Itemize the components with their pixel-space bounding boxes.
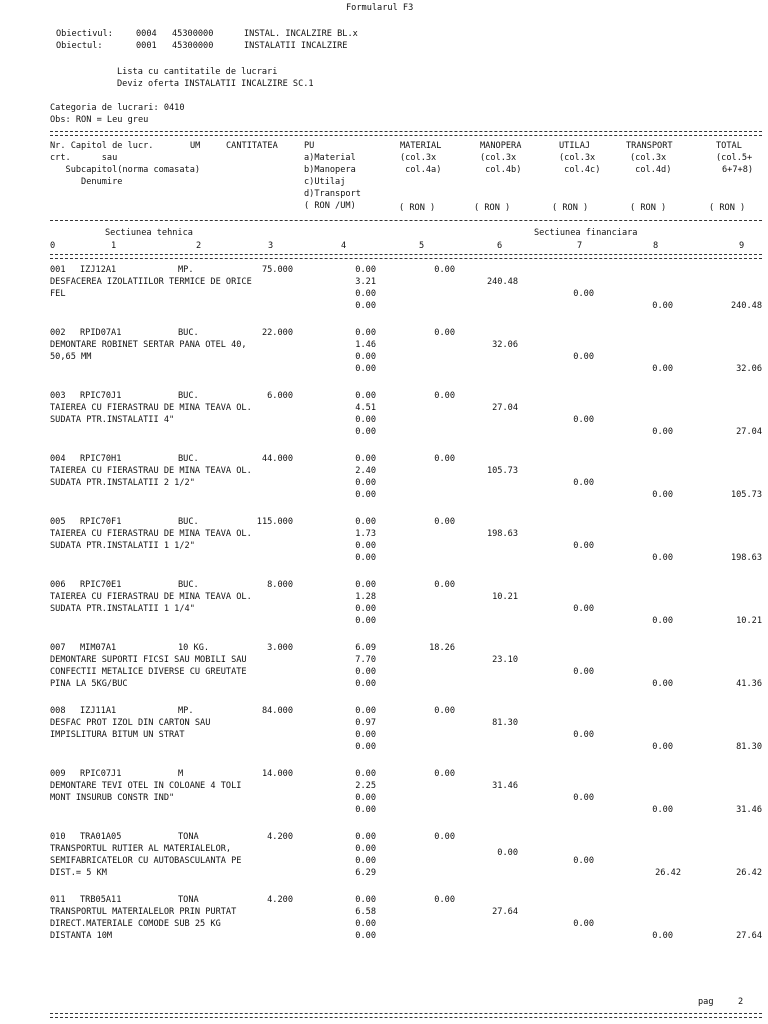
page-label: pag xyxy=(698,997,714,1007)
item-pu-transport: 6.29 xyxy=(355,868,376,878)
col-num-5: 5 xyxy=(419,241,425,251)
item-pu-labor: 0.97 xyxy=(355,718,376,728)
item-code: RPIC70H1 xyxy=(80,454,122,464)
item-pu-material: 0.00 xyxy=(355,517,376,527)
item-pu-labor: 7.70 xyxy=(355,655,376,665)
list-item xyxy=(0,266,768,328)
item-transport: 26.42 xyxy=(655,868,681,878)
list-item xyxy=(0,581,768,643)
item-um: BUC. xyxy=(178,328,199,338)
item-equipment: 0.00 xyxy=(573,415,594,425)
item-um: TONA xyxy=(178,832,199,842)
item-pu-labor: 1.73 xyxy=(355,529,376,539)
item-pu-material: 0.00 xyxy=(355,769,376,779)
header-um: UM xyxy=(190,141,201,151)
item-pu-material: 0.00 xyxy=(355,706,376,716)
item-transport: 0.00 xyxy=(652,364,673,374)
item-pu-equipment: 0.00 xyxy=(355,604,376,614)
item-material: 0.00 xyxy=(434,265,455,275)
item-nr: 008 xyxy=(50,706,66,716)
header-top-rule xyxy=(50,131,762,136)
item-labor: 240.48 xyxy=(486,277,518,287)
list-item xyxy=(0,392,768,454)
currency-note: Obs: RON = Leu greu xyxy=(50,115,149,125)
item-equipment: 0.00 xyxy=(573,730,594,740)
item-labor: 198.63 xyxy=(486,529,518,539)
item-transport: 0.00 xyxy=(652,805,673,815)
item-qty: 115.000 xyxy=(256,517,293,527)
col-num-4: 4 xyxy=(341,241,347,251)
item-pu-equipment: 0.00 xyxy=(355,856,376,866)
header-pu-line1: PU xyxy=(304,141,315,151)
header-total-line3: 6+7+8) xyxy=(722,165,754,175)
section-financial: Sectiunea financiara xyxy=(534,228,638,238)
item-um: BUC. xyxy=(178,580,199,590)
col-num-6: 6 xyxy=(497,241,503,251)
item-pu-labor: 1.28 xyxy=(355,592,376,602)
item-equipment: 0.00 xyxy=(573,604,594,614)
item-total: 240.48 xyxy=(730,301,762,311)
item-pu-labor: 0.00 xyxy=(355,844,376,854)
item-nr: 003 xyxy=(50,391,66,401)
item-qty: 3.000 xyxy=(267,643,293,653)
item-qty: 6.000 xyxy=(267,391,293,401)
item-pu-material: 0.00 xyxy=(355,895,376,905)
item-nr: 005 xyxy=(50,517,66,527)
header-transport-line2: (col.3x xyxy=(630,153,667,163)
item-total: 198.63 xyxy=(730,553,762,563)
object-name: INSTALATII INCALZIRE xyxy=(244,41,348,51)
item-desc-line1: DEMONTARE TEVI OTEL IN COLOANE 4 TOLI xyxy=(50,781,242,791)
header-transport-line1: TRANSPORT xyxy=(626,141,673,151)
col-num-7: 7 xyxy=(577,241,583,251)
list-item xyxy=(0,833,768,895)
item-material: 0.00 xyxy=(434,328,455,338)
page-number: 2 xyxy=(738,997,744,1007)
objective-code: 45300000 xyxy=(172,29,214,39)
header-separator xyxy=(50,220,762,221)
item-um: MP. xyxy=(178,265,194,275)
item-material: 0.00 xyxy=(434,769,455,779)
item-equipment: 0.00 xyxy=(573,667,594,677)
item-pu-transport: 0.00 xyxy=(355,427,376,437)
item-desc-line1: TRANSPORTUL MATERIALELOR PRIN PURTAT xyxy=(50,907,237,917)
item-desc-line2: 50,65 MM xyxy=(50,352,92,362)
item-pu-equipment: 0.00 xyxy=(355,793,376,803)
header-col1-line4: Denumire xyxy=(50,177,123,187)
col-num-9: 9 xyxy=(739,241,745,251)
item-nr: 002 xyxy=(50,328,66,338)
item-qty: 75.000 xyxy=(261,265,293,275)
item-desc-line2: FEL xyxy=(50,289,66,299)
item-desc-line2: SUDATA PTR.INSTALATII 2 1/2" xyxy=(50,478,195,488)
col-num-2: 2 xyxy=(196,241,202,251)
item-desc-line2: DIRECT.MATERIALE COMODE SUB 25 KG xyxy=(50,919,221,929)
list-item xyxy=(0,518,768,580)
item-qty: 84.000 xyxy=(261,706,293,716)
item-pu-transport: 0.00 xyxy=(355,616,376,626)
header-equipment-line3: col.4c) xyxy=(559,165,601,175)
item-code: TRA01A05 xyxy=(80,832,122,842)
item-desc-line2: SEMIFABRICATELOR CU AUTOBASCULANTA PE xyxy=(50,856,242,866)
item-transport: 0.00 xyxy=(652,301,673,311)
item-qty: 4.200 xyxy=(267,895,293,905)
item-material: 0.00 xyxy=(434,517,455,527)
item-pu-material: 0.00 xyxy=(355,580,376,590)
item-material: 0.00 xyxy=(434,895,455,905)
item-desc-line2: SUDATA PTR.INSTALATII 4" xyxy=(50,415,175,425)
item-transport: 0.00 xyxy=(652,679,673,689)
item-desc-line2: SUDATA PTR.INSTALATII 1 1/4" xyxy=(50,604,195,614)
object-label: Obiectul: xyxy=(56,41,103,51)
item-equipment: 0.00 xyxy=(573,541,594,551)
item-um: BUC. xyxy=(178,391,199,401)
item-code: MIM07A1 xyxy=(80,643,117,653)
item-equipment: 0.00 xyxy=(573,478,594,488)
item-pu-transport: 0.00 xyxy=(355,742,376,752)
item-desc-line1: TAIEREA CU FIERASTRAU DE MINA TEAVA OL. xyxy=(50,529,252,539)
item-total: 27.04 xyxy=(736,427,762,437)
item-um: MP. xyxy=(178,706,194,716)
item-pu-equipment: 0.00 xyxy=(355,730,376,740)
item-transport: 0.00 xyxy=(652,553,673,563)
item-code: RPIC07J1 xyxy=(80,769,122,779)
item-pu-equipment: 0.00 xyxy=(355,478,376,488)
item-pu-material: 6.09 xyxy=(355,643,376,653)
item-qty: 14.000 xyxy=(261,769,293,779)
item-code: RPIC70J1 xyxy=(80,391,122,401)
item-desc-line1: DEMONTARE SUPORTI FICSI SAU MOBILI SAU xyxy=(50,655,247,665)
header-material-line3: col.4a) xyxy=(400,165,442,175)
header-pu-line5: d)Transport xyxy=(304,189,361,199)
item-total: 81.30 xyxy=(736,742,762,752)
item-pu-equipment: 0.00 xyxy=(355,919,376,929)
item-pu-equipment: 0.00 xyxy=(355,667,376,677)
item-desc-line3: DIST.= 5 KM xyxy=(50,868,107,878)
header-material-line1: MATERIAL xyxy=(400,141,442,151)
item-transport: 0.00 xyxy=(652,616,673,626)
header-material-line2: (col.3x xyxy=(400,153,437,163)
item-labor: 105.73 xyxy=(486,466,518,476)
header-col1-line2: crt. sau xyxy=(50,153,118,163)
item-labor: 32.06 xyxy=(492,340,518,350)
item-pu-material: 0.00 xyxy=(355,265,376,275)
header-pu-line4: c)Utilaj xyxy=(304,177,346,187)
item-transport: 0.00 xyxy=(652,931,673,941)
list-item xyxy=(0,770,768,832)
item-total: 26.42 xyxy=(736,868,762,878)
item-pu-equipment: 0.00 xyxy=(355,352,376,362)
item-code: RPIC70E1 xyxy=(80,580,122,590)
item-pu-transport: 0.00 xyxy=(355,490,376,500)
item-code: IZJ12A1 xyxy=(80,265,117,275)
header-transport-line3: col.4d) xyxy=(630,165,672,175)
item-desc-line1: DESFAC PROT IZOL DIN CARTON SAU xyxy=(50,718,211,728)
item-labor: 23.10 xyxy=(492,655,518,665)
item-pu-labor: 2.25 xyxy=(355,781,376,791)
list-title: Lista cu cantitatile de lucrari xyxy=(117,67,278,77)
header-col1-line3: Subcapitol(norma comasata) xyxy=(50,165,201,175)
item-desc-line2: IMPISLITURA BITUM UN STRAT xyxy=(50,730,185,740)
item-desc-line1: TAIEREA CU FIERASTRAU DE MINA TEAVA OL. xyxy=(50,466,252,476)
item-desc-line2: CONFECTII METALICE DIVERSE CU GREUTATE xyxy=(50,667,247,677)
item-pu-labor: 6.58 xyxy=(355,907,376,917)
item-code: RPID07A1 xyxy=(80,328,122,338)
item-equipment: 0.00 xyxy=(573,289,594,299)
item-pu-labor: 1.46 xyxy=(355,340,376,350)
header-equipment-unit: ( RON ) xyxy=(552,203,589,213)
item-pu-material: 0.00 xyxy=(355,328,376,338)
item-desc-line3: DISTANTA 10M xyxy=(50,931,113,941)
item-nr: 009 xyxy=(50,769,66,779)
item-labor: 27.64 xyxy=(492,907,518,917)
item-equipment: 0.00 xyxy=(573,352,594,362)
item-labor: 81.30 xyxy=(492,718,518,728)
item-nr: 010 xyxy=(50,832,66,842)
item-labor: 10.21 xyxy=(492,592,518,602)
item-total: 31.46 xyxy=(736,805,762,815)
item-nr: 011 xyxy=(50,895,66,905)
header-total-line2: (col.5+ xyxy=(716,153,753,163)
item-nr: 001 xyxy=(50,265,66,275)
header-pu-line2: a)Material xyxy=(304,153,356,163)
header-material-unit: ( RON ) xyxy=(399,203,436,213)
item-total: 41.36 xyxy=(736,679,762,689)
item-pu-material: 0.00 xyxy=(355,832,376,842)
header-pu-line6: ( RON /UM) xyxy=(304,201,356,211)
header-equipment-line2: (col.3x xyxy=(559,153,596,163)
item-qty: 22.000 xyxy=(261,328,293,338)
item-code: RPIC70F1 xyxy=(80,517,122,527)
item-um: TONA xyxy=(178,895,199,905)
header-pu-line3: b)Manopera xyxy=(304,165,356,175)
item-um: BUC. xyxy=(178,517,199,527)
objective-name: INSTAL. INCALZIRE BL.x xyxy=(244,29,358,39)
header-total-unit: ( RON ) xyxy=(709,203,746,213)
column-numbers-rule xyxy=(50,254,762,259)
item-pu-transport: 0.00 xyxy=(355,301,376,311)
item-code: TRB05A11 xyxy=(80,895,122,905)
item-nr: 007 xyxy=(50,643,66,653)
item-total: 10.21 xyxy=(736,616,762,626)
header-labor-line3: col.4b) xyxy=(480,165,522,175)
object-code: 45300000 xyxy=(172,41,214,51)
item-pu-transport: 0.00 xyxy=(355,679,376,689)
item-pu-labor: 4.51 xyxy=(355,403,376,413)
item-transport: 0.00 xyxy=(652,742,673,752)
item-pu-transport: 0.00 xyxy=(355,931,376,941)
item-pu-transport: 0.00 xyxy=(355,364,376,374)
item-labor: 0.00 xyxy=(497,848,518,858)
item-equipment: 0.00 xyxy=(573,919,594,929)
item-pu-labor: 3.21 xyxy=(355,277,376,287)
col-num-1: 1 xyxy=(111,241,117,251)
list-item xyxy=(0,707,768,769)
item-desc-line2: MONT INSURUB CONSTR IND" xyxy=(50,793,175,803)
list-item xyxy=(0,455,768,517)
objective-label: Obiectivul: xyxy=(56,29,113,39)
item-labor: 27.04 xyxy=(492,403,518,413)
item-equipment: 0.00 xyxy=(573,856,594,866)
item-pu-equipment: 0.00 xyxy=(355,541,376,551)
list-item xyxy=(0,329,768,391)
item-material: 0.00 xyxy=(434,391,455,401)
header-labor-line2: (col.3x xyxy=(480,153,517,163)
header-total-line1: TOTAL xyxy=(716,141,742,151)
object-nr: 0001 xyxy=(136,41,157,51)
item-desc-line1: TRANSPORTUL RUTIER AL MATERIALELOR, xyxy=(50,844,232,854)
item-qty: 4.200 xyxy=(267,832,293,842)
item-um: 10 KG. xyxy=(178,643,210,653)
form-title: Formularul F3 xyxy=(346,3,414,13)
item-total: 32.06 xyxy=(736,364,762,374)
header-transport-unit: ( RON ) xyxy=(630,203,667,213)
item-um: M xyxy=(178,769,184,779)
offer-title: Deviz oferta INSTALATII INCALZIRE SC.1 xyxy=(117,79,314,89)
item-desc-line1: DEMONTARE ROBINET SERTAR PANA OTEL 40, xyxy=(50,340,247,350)
item-pu-equipment: 0.00 xyxy=(355,415,376,425)
item-um: BUC. xyxy=(178,454,199,464)
item-pu-labor: 2.40 xyxy=(355,466,376,476)
objective-nr: 0004 xyxy=(136,29,157,39)
item-labor: 31.46 xyxy=(492,781,518,791)
header-qty: CANTITATEA xyxy=(226,141,278,151)
col-num-8: 8 xyxy=(653,241,659,251)
item-transport: 0.00 xyxy=(652,490,673,500)
item-desc-line1: TAIEREA CU FIERASTRAU DE MINA TEAVA OL. xyxy=(50,592,252,602)
section-technical: Sectiunea tehnica xyxy=(105,228,193,238)
col-num-0: 0 xyxy=(50,241,56,251)
header-labor-unit: ( RON ) xyxy=(474,203,511,213)
list-item xyxy=(0,896,768,958)
item-material: 0.00 xyxy=(434,580,455,590)
work-category: Categoria de lucrari: 0410 xyxy=(50,103,185,113)
item-total: 105.73 xyxy=(730,490,762,500)
item-desc-line1: DESFACEREA IZOLATIILOR TERMICE DE ORICE xyxy=(50,277,252,287)
footer-rule xyxy=(50,1013,762,1018)
item-pu-material: 0.00 xyxy=(355,391,376,401)
item-total: 27.64 xyxy=(736,931,762,941)
item-material: 0.00 xyxy=(434,832,455,842)
item-qty: 44.000 xyxy=(261,454,293,464)
item-material: 0.00 xyxy=(434,454,455,464)
item-nr: 004 xyxy=(50,454,66,464)
header-col1-line1: Nr. Capitol de lucr. xyxy=(50,141,154,151)
item-pu-transport: 0.00 xyxy=(355,805,376,815)
header-labor-line1: MANOPERA xyxy=(480,141,522,151)
item-pu-transport: 0.00 xyxy=(355,553,376,563)
item-desc-line1: TAIEREA CU FIERASTRAU DE MINA TEAVA OL. xyxy=(50,403,252,413)
item-pu-equipment: 0.00 xyxy=(355,289,376,299)
item-material: 0.00 xyxy=(434,706,455,716)
item-pu-material: 0.00 xyxy=(355,454,376,464)
item-material: 18.26 xyxy=(429,643,455,653)
item-qty: 8.000 xyxy=(267,580,293,590)
item-code: IZJ11A1 xyxy=(80,706,117,716)
item-nr: 006 xyxy=(50,580,66,590)
item-equipment: 0.00 xyxy=(573,793,594,803)
header-equipment-line1: UTILAJ xyxy=(559,141,591,151)
item-desc-line2: SUDATA PTR.INSTALATII 1 1/2" xyxy=(50,541,195,551)
col-num-3: 3 xyxy=(268,241,274,251)
item-transport: 0.00 xyxy=(652,427,673,437)
item-desc-line3: PINA LA 5KG/BUC xyxy=(50,679,128,689)
